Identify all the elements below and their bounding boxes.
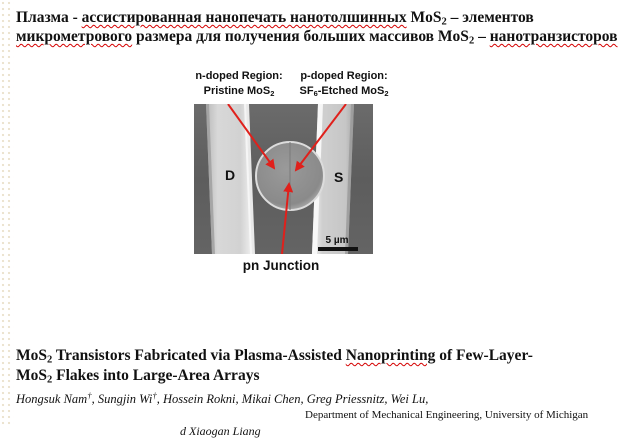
- en-title-text: Transistors Fabricated via Plasma-Assisted: [52, 347, 346, 364]
- ru-title-text-underlined: ассистированная нанопечать нанотолшинных: [81, 9, 407, 26]
- author-footnote-mark: †: [87, 390, 92, 401]
- en-title-text: MoS: [16, 347, 47, 364]
- scale-bar: [318, 247, 358, 251]
- ru-title-text: размера для получения больших массивов MoS: [132, 28, 469, 45]
- subscript: 2: [47, 354, 53, 366]
- p-doped-region-label: [288, 69, 400, 99]
- sem-micrograph: [194, 104, 373, 254]
- en-title-text: Flakes into Large-Area Arrays: [52, 367, 260, 384]
- en-title-text: MoS: [16, 367, 47, 384]
- n-label-line-2: Pristine MoS: [203, 85, 271, 97]
- subscript: 2: [270, 88, 275, 98]
- ru-title-text: Плазма -: [16, 9, 82, 26]
- ru-title-text: –: [474, 28, 490, 45]
- n-doped-region-label: [180, 69, 298, 99]
- author-name: Hongsuk Nam: [16, 392, 88, 406]
- english-title-line-2: [16, 366, 616, 386]
- author-name: , Sungjin Wi: [91, 392, 153, 406]
- margin-decoration: [0, 0, 14, 428]
- russian-title-line-1: [16, 8, 616, 27]
- affiliation: Department of Mechanical Engineering, University of Michigan: [305, 409, 589, 421]
- drain-label: D: [225, 167, 236, 183]
- subscript: 2: [441, 16, 447, 28]
- p-label-line-1: p-doped Region:: [300, 70, 388, 82]
- russian-title: [16, 8, 616, 46]
- n-label-line-1: n-doped Region:: [195, 70, 283, 82]
- pn-junction-label: pn Junction: [242, 258, 320, 273]
- p-label-line-2: SF: [299, 85, 314, 97]
- ru-title-text-underlined: микрометрового: [16, 28, 133, 45]
- en-title-text-underlined: Nanoprinting: [345, 347, 436, 364]
- subscript: 2: [47, 374, 53, 386]
- author-footnote-mark: †: [152, 390, 157, 401]
- subscript: 2: [468, 35, 475, 47]
- ru-title-text-underlined: нанотранзисторов: [489, 28, 618, 45]
- p-label-line-2: -Etched MoS: [317, 85, 385, 97]
- subscript: 6: [313, 88, 318, 98]
- russian-title-line-2: [16, 27, 616, 46]
- en-title-text: of Few-Layer-: [435, 347, 533, 364]
- truncated-author-line: d Xiaogan Liang: [180, 424, 261, 438]
- source-label: S: [334, 169, 344, 185]
- english-title-line-1: [16, 346, 616, 366]
- ru-title-text: MoS: [406, 9, 442, 26]
- author-names: , Hossein Rokni, Mikai Chen, Greg Priessnitz, Wei Lu,: [156, 392, 429, 406]
- sem-figure: [180, 66, 400, 286]
- author-list: [16, 392, 428, 407]
- subscript: 2: [384, 88, 389, 98]
- ru-title-text: – элементов: [446, 9, 534, 26]
- scale-bar-label: 5 µm: [325, 235, 349, 246]
- english-title: [16, 346, 616, 386]
